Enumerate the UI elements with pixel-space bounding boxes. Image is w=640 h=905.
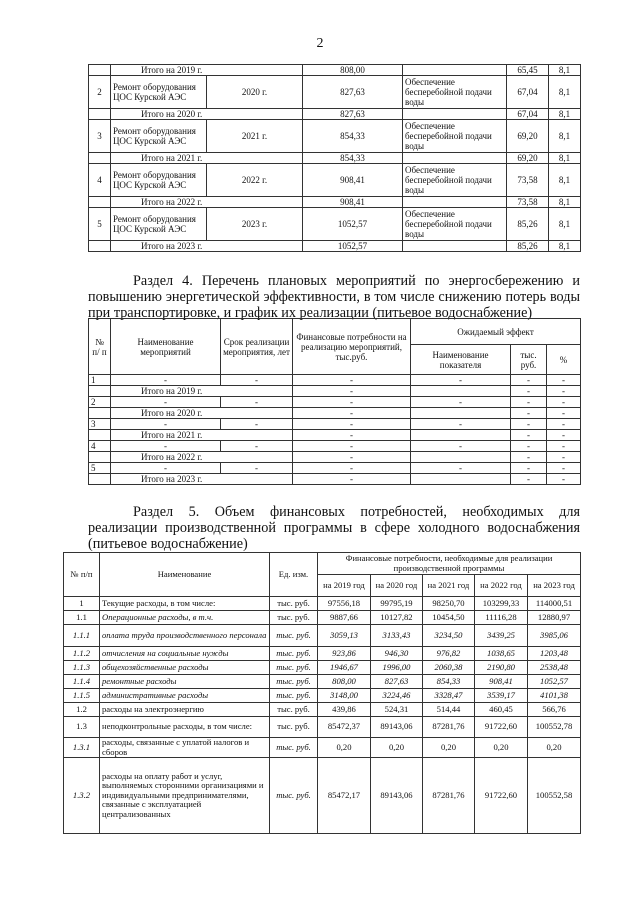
pct-cell: -: [547, 474, 581, 485]
table-row: [64, 758, 581, 834]
rub-cell: -: [511, 408, 547, 419]
unit-cell: тыс. руб.: [270, 717, 318, 738]
table-row: [64, 611, 581, 625]
finance-cell: -: [293, 430, 411, 441]
value-cell: 0,20: [528, 738, 581, 758]
rub-cell: -: [511, 419, 547, 430]
value-cell: 3439,25: [475, 625, 528, 647]
finance-cell: -: [293, 408, 411, 419]
tariff-cell: 85,26: [507, 208, 549, 241]
value-cell: 0,20: [371, 738, 423, 758]
energy-saving-measures-table: [88, 318, 581, 485]
unit-cell: тыс. руб.: [270, 661, 318, 675]
col-name-header: Наименование мероприятий: [111, 319, 221, 375]
rub-cell: -: [511, 430, 547, 441]
item-name: расходы на оплату работ и услуг, выполняемых сторонними организациями и индивидуальными предпринимателями, связанные с эксплуатацией централизованных: [100, 758, 270, 834]
value-cell: 89143,06: [371, 717, 423, 738]
item-name: Текущие расходы, в том числе:: [100, 597, 270, 611]
value-cell: 439,86: [318, 703, 371, 717]
indicator-cell: -: [411, 397, 511, 408]
no-cell: [89, 109, 111, 120]
pct-cell: 8,1: [549, 164, 581, 197]
total-label: Итого на 2019 г.: [111, 386, 293, 397]
effect-cell: Обеспечение бесперебойной подачи воды: [403, 120, 507, 153]
tariff-cell: 67,04: [507, 109, 549, 120]
pct-cell: -: [547, 408, 581, 419]
rub-cell: -: [511, 441, 547, 452]
repair-schedule-table-continued: [88, 64, 581, 252]
total-row: [89, 474, 581, 485]
value-cell: 87281,76: [423, 758, 475, 834]
value-cell: 1038,65: [475, 647, 528, 661]
no-cell: 4: [89, 164, 111, 197]
total-row: [89, 430, 581, 441]
effect-cell: Обеспечение бесперебойной подачи воды: [403, 164, 507, 197]
value-cell: 100552,58: [528, 758, 581, 834]
unit-cell: тыс. руб.: [270, 738, 318, 758]
item-row: [89, 397, 581, 408]
value-cell: 0,20: [423, 738, 475, 758]
item-name: расходы на электроэнергию: [100, 703, 270, 717]
rub-cell: -: [511, 375, 547, 386]
finance-cell: -: [293, 386, 411, 397]
value-cell: 99795,19: [371, 597, 423, 611]
indicator-cell: [411, 386, 511, 397]
item-row: [89, 375, 581, 386]
item-name: общехозяйственные расходы: [100, 661, 270, 675]
pct-cell: 8,1: [549, 120, 581, 153]
no-cell: 1.3.1: [64, 738, 100, 758]
effect-cell: Обеспечение бесперебойной подачи воды: [403, 208, 507, 241]
page-number: 2: [316, 36, 324, 51]
no-cell: [89, 430, 111, 441]
value-cell: 9887,66: [318, 611, 371, 625]
item-name: расходы, связанные с уплатой налогов и сборов: [100, 738, 270, 758]
item-name: неподконтрольные расходы, в том числе:: [100, 717, 270, 738]
value-cell: 91722,60: [475, 717, 528, 738]
rub-cell: -: [511, 386, 547, 397]
no-cell: 3: [89, 419, 111, 430]
total-label: Итого на 2023 г.: [111, 241, 303, 252]
no-cell: [89, 197, 111, 208]
tariff-cell: 85,26: [507, 241, 549, 252]
table-row: [64, 675, 581, 689]
item-name: Операционные расходы, в т.ч.: [100, 611, 270, 625]
measure-name: -: [111, 441, 221, 452]
amount-cell: 1052,57: [303, 208, 403, 241]
section5-heading: Раздел 5. Объем финансовых потребностей, необходимых для реализации производственной программы в сфере холодного водоснабжения (питьевое водоснабжение): [88, 504, 580, 552]
no-cell: 1.3.2: [64, 758, 100, 834]
finance-cell: -: [293, 474, 411, 485]
amount-cell: 908,41: [303, 197, 403, 208]
indicator-cell: -: [411, 441, 511, 452]
pct-cell: 8,1: [549, 197, 581, 208]
value-cell: 1052,57: [528, 675, 581, 689]
term-cell: -: [221, 463, 293, 474]
effect-cell: [403, 109, 507, 120]
table-row: [64, 647, 581, 661]
amount-cell: 854,33: [303, 153, 403, 164]
total-row: [89, 153, 581, 164]
term-cell: -: [221, 397, 293, 408]
tariff-cell: 69,20: [507, 120, 549, 153]
measure-name: Ремонт оборудования ЦОС Курской АЭС: [111, 164, 207, 197]
year-cell: 2022 г.: [207, 164, 303, 197]
total-label: Итого на 2023 г.: [111, 474, 293, 485]
unit-cell: тыс. руб.: [270, 647, 318, 661]
col-unit-header: Ед. изм.: [270, 553, 318, 597]
measure-name: -: [111, 397, 221, 408]
value-cell: 0,20: [475, 738, 528, 758]
value-cell: 3148,00: [318, 689, 371, 703]
value-cell: 11116,28: [475, 611, 528, 625]
pct-cell: -: [547, 452, 581, 463]
item-row: [89, 463, 581, 474]
no-cell: [89, 474, 111, 485]
effect-cell: Обеспечение бесперебойной подачи воды: [403, 76, 507, 109]
no-cell: 2: [89, 397, 111, 408]
value-cell: 0,20: [318, 738, 371, 758]
measure-name: Ремонт оборудования ЦОС Курской АЭС: [111, 120, 207, 153]
pct-cell: -: [547, 430, 581, 441]
col-no-header: № п/п: [64, 553, 100, 597]
no-cell: 4: [89, 441, 111, 452]
value-cell: 3234,50: [423, 625, 475, 647]
measure-name: Ремонт оборудования ЦОС Курской АЭС: [111, 76, 207, 109]
effect-cell: [403, 153, 507, 164]
item-row: [89, 441, 581, 452]
rub-cell: -: [511, 452, 547, 463]
value-cell: 85472,37: [318, 717, 371, 738]
col-indicator-header: Наименование показателя: [411, 345, 511, 375]
pct-cell: -: [547, 375, 581, 386]
measure-name: Ремонт оборудования ЦОС Курской АЭС: [111, 208, 207, 241]
no-cell: 1.1: [64, 611, 100, 625]
total-label: Итого на 2022 г.: [111, 452, 293, 463]
unit-cell: тыс. руб.: [270, 625, 318, 647]
indicator-cell: [411, 452, 511, 463]
value-cell: 3224,46: [371, 689, 423, 703]
pct-cell: 8,1: [549, 241, 581, 252]
indicator-cell: -: [411, 463, 511, 474]
value-cell: 908,41: [475, 675, 528, 689]
year-cell: 2023 г.: [207, 208, 303, 241]
value-cell: 98250,70: [423, 597, 475, 611]
pct-cell: 8,1: [549, 65, 581, 76]
no-cell: 1.1.4: [64, 675, 100, 689]
no-cell: 1.2: [64, 703, 100, 717]
term-cell: -: [221, 419, 293, 430]
col-year-header: на 2022 год: [475, 575, 528, 597]
value-cell: 3985,06: [528, 625, 581, 647]
pct-cell: -: [547, 441, 581, 452]
pct-cell: 8,1: [549, 208, 581, 241]
value-cell: 12880,97: [528, 611, 581, 625]
total-label: Итого на 2022 г.: [111, 197, 303, 208]
value-cell: 114000,51: [528, 597, 581, 611]
value-cell: 1203,48: [528, 647, 581, 661]
table-row: [64, 625, 581, 647]
value-cell: 103299,33: [475, 597, 528, 611]
term-cell: -: [221, 375, 293, 386]
value-cell: 514,44: [423, 703, 475, 717]
indicator-cell: -: [411, 419, 511, 430]
pct-cell: 8,1: [549, 109, 581, 120]
table-row: [64, 597, 581, 611]
item-name: административные расходы: [100, 689, 270, 703]
col-year-header: на 2019 год: [318, 575, 371, 597]
finance-cell: -: [293, 375, 411, 386]
value-cell: 946,30: [371, 647, 423, 661]
no-cell: 1.1.5: [64, 689, 100, 703]
amount-cell: 854,33: [303, 120, 403, 153]
pct-cell: -: [547, 419, 581, 430]
value-cell: 2538,48: [528, 661, 581, 675]
tariff-cell: 69,20: [507, 153, 549, 164]
pct-cell: -: [547, 386, 581, 397]
item-name: отчисления на социальные нужды: [100, 647, 270, 661]
measure-name: -: [111, 419, 221, 430]
col-finance-header: Финансовые потребности, необходимые для реализации производственной программы: [318, 553, 581, 575]
finance-cell: -: [293, 397, 411, 408]
value-cell: 2060,38: [423, 661, 475, 675]
finance-cell: -: [293, 419, 411, 430]
total-row: [89, 197, 581, 208]
value-cell: 854,33: [423, 675, 475, 689]
indicator-cell: [411, 474, 511, 485]
indicator-cell: -: [411, 375, 511, 386]
no-cell: 1.1.3: [64, 661, 100, 675]
no-cell: 1: [89, 375, 111, 386]
total-row: [89, 109, 581, 120]
no-cell: [89, 452, 111, 463]
value-cell: 3328,47: [423, 689, 475, 703]
item-name: оплата труда производственного персонала: [100, 625, 270, 647]
total-row: [89, 241, 581, 252]
value-cell: 524,31: [371, 703, 423, 717]
tariff-cell: 73,58: [507, 164, 549, 197]
value-cell: 91722,60: [475, 758, 528, 834]
col-year-header: на 2021 год: [423, 575, 475, 597]
rub-cell: -: [511, 397, 547, 408]
amount-cell: 827,63: [303, 109, 403, 120]
tariff-cell: 67,04: [507, 76, 549, 109]
total-row: [89, 386, 581, 397]
col-year-header: на 2020 год: [371, 575, 423, 597]
unit-cell: тыс. руб.: [270, 689, 318, 703]
value-cell: 566,76: [528, 703, 581, 717]
no-cell: 1.3: [64, 717, 100, 738]
col-no-header: № п/ п: [89, 319, 111, 375]
no-cell: 1.1.2: [64, 647, 100, 661]
value-cell: 827,63: [371, 675, 423, 689]
value-cell: 89143,06: [371, 758, 423, 834]
total-label: Итого на 2020 г.: [111, 408, 293, 419]
table-row: [64, 661, 581, 675]
no-cell: [89, 408, 111, 419]
value-cell: 808,00: [318, 675, 371, 689]
total-row: [89, 452, 581, 463]
tariff-cell: 73,58: [507, 197, 549, 208]
effect-cell: [403, 241, 507, 252]
table-row: [64, 738, 581, 758]
value-cell: 10127,82: [371, 611, 423, 625]
item-row: [89, 419, 581, 430]
col-effect-header: Ожидаемый эффект: [411, 319, 581, 345]
amount-cell: 808,00: [303, 65, 403, 76]
amount-cell: 827,63: [303, 76, 403, 109]
table-row: [64, 717, 581, 738]
no-cell: 1: [64, 597, 100, 611]
pct-cell: -: [547, 463, 581, 474]
total-label: Итого на 2021 г.: [111, 430, 293, 441]
value-cell: 460,45: [475, 703, 528, 717]
value-cell: 85472,17: [318, 758, 371, 834]
value-cell: 3133,43: [371, 625, 423, 647]
value-cell: 4101,38: [528, 689, 581, 703]
no-cell: [89, 386, 111, 397]
section4-heading: Раздел 4. Перечень плановых мероприятий по энергосбережению и повышению энергетической эффективности, в том числе снижению потерь воды при транспортировке, и график их реализации (питьевое водоснабжение): [88, 273, 580, 321]
year-cell: 2020 г.: [207, 76, 303, 109]
no-cell: 5: [89, 208, 111, 241]
col-rub-header: тыс. руб.: [511, 345, 547, 375]
unit-cell: тыс. руб.: [270, 675, 318, 689]
tariff-cell: 65,45: [507, 65, 549, 76]
no-cell: 3: [89, 120, 111, 153]
table-row: [64, 689, 581, 703]
value-cell: 87281,76: [423, 717, 475, 738]
effect-cell: [403, 65, 507, 76]
pct-cell: -: [547, 397, 581, 408]
total-label: Итого на 2020 г.: [111, 109, 303, 120]
financial-needs-table: [63, 552, 581, 834]
unit-cell: тыс. руб.: [270, 703, 318, 717]
value-cell: 976,82: [423, 647, 475, 661]
no-cell: 1.1.1: [64, 625, 100, 647]
effect-cell: [403, 197, 507, 208]
year-cell: 2021 г.: [207, 120, 303, 153]
rub-cell: -: [511, 463, 547, 474]
measure-name: -: [111, 375, 221, 386]
finance-cell: -: [293, 463, 411, 474]
rub-cell: -: [511, 474, 547, 485]
value-cell: 100552,78: [528, 717, 581, 738]
item-row: [89, 120, 581, 153]
total-label: Итого на 2019 г.: [111, 65, 303, 76]
value-cell: 2190,80: [475, 661, 528, 675]
total-row: [89, 65, 581, 76]
value-cell: 10454,50: [423, 611, 475, 625]
amount-cell: 908,41: [303, 164, 403, 197]
finance-cell: -: [293, 452, 411, 463]
item-name: ремонтные расходы: [100, 675, 270, 689]
total-row: [89, 408, 581, 419]
item-row: [89, 208, 581, 241]
unit-cell: тыс. руб.: [270, 611, 318, 625]
no-cell: [89, 65, 111, 76]
table-row: [64, 703, 581, 717]
term-cell: -: [221, 441, 293, 452]
amount-cell: 1052,57: [303, 241, 403, 252]
no-cell: [89, 241, 111, 252]
item-row: [89, 76, 581, 109]
no-cell: 2: [89, 76, 111, 109]
value-cell: 3539,17: [475, 689, 528, 703]
indicator-cell: [411, 430, 511, 441]
no-cell: [89, 153, 111, 164]
unit-cell: тыс. руб.: [270, 597, 318, 611]
value-cell: 97556,18: [318, 597, 371, 611]
col-pct-header: %: [547, 345, 581, 375]
pct-cell: 8,1: [549, 76, 581, 109]
col-name-header: Наименование: [100, 553, 270, 597]
col-term-header: Срок реализации мероприятия, лет: [221, 319, 293, 375]
finance-cell: -: [293, 441, 411, 452]
total-label: Итого на 2021 г.: [111, 153, 303, 164]
col-finance-header: Финансовые потребности на реализацию мероприятий, тыс.руб.: [293, 319, 411, 375]
measure-name: -: [111, 463, 221, 474]
value-cell: 1996,00: [371, 661, 423, 675]
pct-cell: 8,1: [549, 153, 581, 164]
value-cell: 923,86: [318, 647, 371, 661]
indicator-cell: [411, 408, 511, 419]
item-row: [89, 164, 581, 197]
col-year-header: на 2023 год: [528, 575, 581, 597]
no-cell: 5: [89, 463, 111, 474]
value-cell: 3059,13: [318, 625, 371, 647]
value-cell: 1946,67: [318, 661, 371, 675]
unit-cell: тыс. руб.: [270, 758, 318, 834]
